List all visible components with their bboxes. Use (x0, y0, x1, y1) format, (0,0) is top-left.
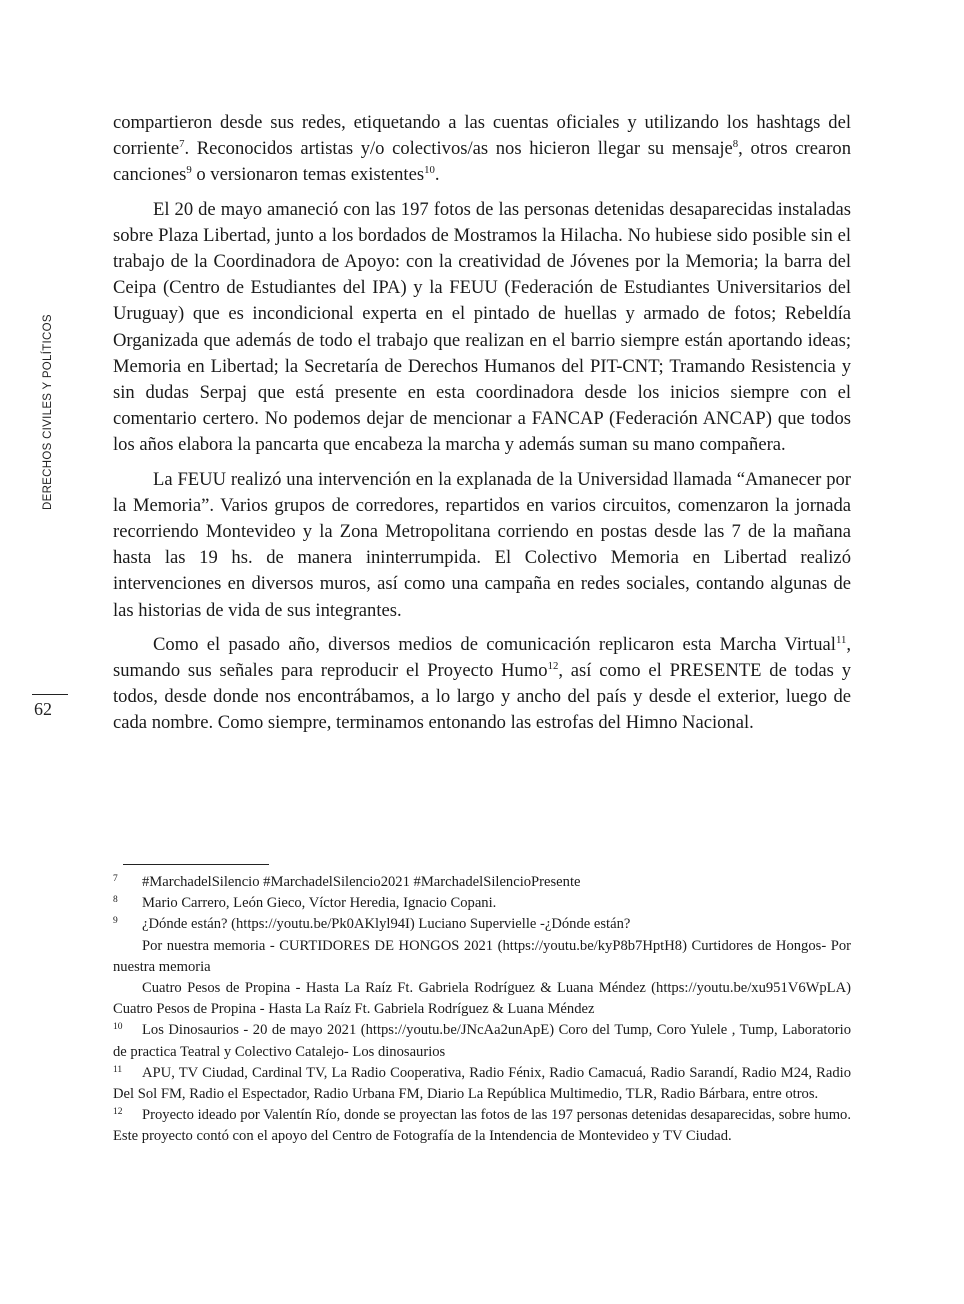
paragraph-text: . Reconocidos artistas y/o colectivos/as nos hicieron llegar su mensaje (184, 138, 733, 160)
page-number-rule (32, 694, 68, 695)
footnote-separator (123, 864, 269, 865)
footnote-ref-12: 12 (547, 659, 559, 672)
paragraph-text: Como el pasado año, diversos medios de comunicación replicaron esta Marcha Virtual (153, 633, 836, 655)
page-number: 62 (34, 699, 52, 719)
paragraph-text: , otros crearon canciones (113, 138, 851, 186)
footnote-text: Mario Carrero, León Gieco, Víctor Heredia, Ignacio Copani. (142, 895, 497, 912)
paragraph-4 (113, 632, 851, 737)
footnote-text: Los Dinosaurios - 20 de mayo 2021 (https://youtu.be/JNcAa2unApE) Coro del Tump, Coro Yulele , Tump, Laboratorio de practica Teatral y Colectivo Catalejo- Los dinosaurios (113, 1022, 851, 1060)
footnotes (113, 872, 851, 1148)
footnote-number: 7 (113, 874, 118, 884)
footnote-ref-9: 9 (186, 164, 192, 177)
footnote-number: 9 (113, 916, 118, 927)
paragraph-text: . (434, 164, 440, 186)
footnote-7 (113, 872, 851, 893)
paragraph-text: o versionaron temas existentes (191, 164, 425, 186)
paragraph-text: , sumando sus señales para reproducir el Proyecto Humo (113, 633, 851, 682)
footnote-11 (113, 1063, 851, 1105)
footnote-ref-11: 11 (835, 633, 847, 646)
footnote-text: APU, TV Ciudad, Cardinal TV, La Radio Cooperativa, Radio Fénix, Radio Camacuá, Radio Sarandí, Radio M24, Radio Del Sol FM, Radio el Espectador, Radio Urbana FM, Diario La República Multimedio, TLR, Radio Bárbara, entre otros. (113, 1064, 851, 1103)
paragraph-3: La FEUU realizó una intervención en la explanada de la Universidad llamada “Amanecer por la Memoria”. Varios grupos de corredores, repartidos en varios circuitos, comenzaron la jornada recorriendo Montevideo y la Zona Metropolitana corriendo en postas desde las 7 de la mañana hasta las 19 hs. de manera ininterrumpida. El Colectivo Memoria en Libertad realizó intervenciones en diversos muros, así como una campaña en redes sociales, contando algunas de las historias de vida de sus integrantes. (113, 468, 851, 621)
footnote-text: Por nuestra memoria - CURTIDORES DE HONGOS 2021 (https://youtu.be/kyP8b7HptH8) Curtidores de Hongos- Por nuestra memoria (113, 937, 851, 975)
footnote-text: #MarchadelSilencio #MarchadelSilencio2021 #MarchadelSilencioPresente (142, 874, 581, 890)
footnote-number: 8 (113, 895, 118, 906)
footnote-text: Proyecto ideado por Valentín Río, donde se proyectan las fotos de las 197 personas detenidas desaparecidas, sobre humo. Este proyecto contó con el apoyo del Centro de Fotografía de la Intendencia de Montevideo y TV Ciudad. (113, 1107, 851, 1145)
footnote-text: Cuatro Pesos de Propina - Hasta La Raíz Ft. Gabriela Rodríguez & Luana Méndez (https://youtu.be/xu951V6WpLA) Cuatro Pesos de Propina - Hasta La Raíz Ft. Gabriela Rodríguez & Luana Méndez (113, 980, 851, 1018)
footnote-number: 12 (113, 1107, 123, 1118)
footnote-9 (113, 914, 851, 1020)
footnote-number: 11 (113, 1064, 123, 1075)
running-header (24, 314, 84, 518)
footnote-8 (113, 893, 851, 914)
footnote-ref-7: 7 (179, 138, 185, 151)
footnote-text: ¿Dónde están? (https://youtu.be/Pk0AKlyl94I) Luciano Supervielle -¿Dónde están? (142, 916, 631, 933)
footnote-number: 10 (113, 1022, 123, 1033)
paragraph-text: , así como el PRESENTE de todas y todos, desde donde nos encontrábamos, a lo largo y ancho del país y desde el exterior, luego de cada nombre. Como siempre, terminamos entonando las estrofas del Himno Nacional. (113, 660, 851, 734)
paragraph-text: compartieron desde sus redes, etiquetando a las cuentas oficiales y utilizando los hashtags del corriente (113, 112, 851, 160)
body-text (113, 110, 851, 745)
paragraph-1 (113, 110, 851, 189)
paragraph-2: El 20 de mayo amaneció con las 197 fotos de las personas detenidas desaparecidas instaladas sobre Plaza Libertad, junto a los bordados de Mostramos la Hilacha. No hubiese sido posible sin el trabajo de la Coordinadora de Apoyo: con la creatividad de Jóvenes por la Memoria; la barra del Ceipa (Centro de Estudiantes del IPA) y la FEUU (Federación de Estudiantes Universitarios del Uruguay) que es incondicional experta en el pintado de huellas y armado de fotos; Rebeldía Organizada que además de todo el trabajo que realizan en el barrio siempre están aportando ideas; Memoria en Libertad; la Secretaría de Derechos Humanos del PIT-CNT; Tramando Resistencia y sin dudas Serpaj que está presente en esta coordinadora desde los inicios siempre con el comentario certero. No podemos dejar de mencionar a FANCAP (Federación ANCAP) que todos los años elabora la pancarta que encabeza la marcha y además suman su mano compañera. (113, 198, 851, 456)
footnote-12 (113, 1105, 851, 1147)
section-title: DERECHOS CIVILES Y POLÍTICOS (42, 314, 54, 510)
footnote-ref-10: 10 (424, 164, 435, 177)
footnote-10 (113, 1020, 851, 1062)
footnote-ref-8: 8 (732, 138, 739, 151)
